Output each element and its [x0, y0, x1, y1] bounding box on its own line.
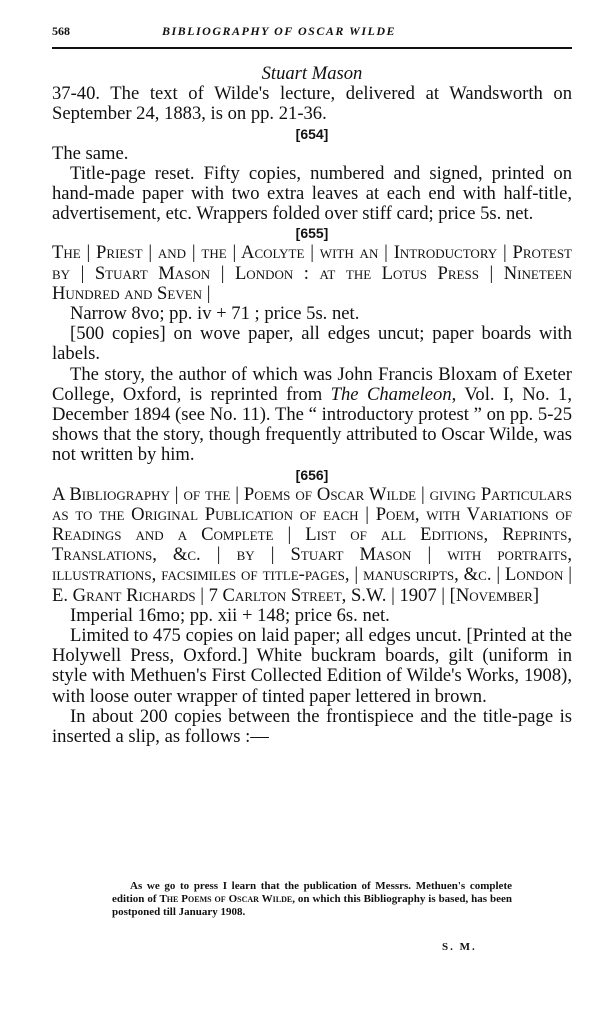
story-text-b: , Vol. I, No. 1, December 1894 (see No. 11). The “ introductory protest ” on pp. 5-25 shows that the story, though frequently attributed to Oscar Wilde, was not written by him. [52, 383, 572, 466]
entry-655-story [52, 365, 572, 466]
note-text-b: , on which this Bibliography is based, has been postponed till January 1908. [112, 893, 512, 918]
page-body [52, 64, 572, 747]
author-heading: Stuart Mason [261, 63, 363, 84]
inserted-slip-note [112, 880, 512, 919]
entry-656-slip-intro: In about 200 copies between the frontispiece and the title-page is inserted a slip, as follows :— [52, 705, 572, 748]
entry-654-description: Title-page reset. Fifty copies, numbered and signed, printed on hand-made paper with two extra leaves at each end with half-title, advertisement, etc. Wrappers folded over stiff card; price 5s. net. [52, 162, 572, 225]
page-number: 568 [52, 24, 70, 38]
entry-654-line1: The same. [52, 142, 129, 164]
running-title: BIBLIOGRAPHY OF OSCAR WILDE [162, 24, 396, 38]
story-text-a: The story, the author of which was John Francis Bloxam of Exeter College, Oxford, is reprinted from [52, 363, 572, 405]
entry-655-copies: [500 copies] on wove paper, all edges uncut; paper boards with labels. [52, 323, 572, 365]
paragraph-37-40: 37-40. The text of Wilde's lecture, delivered at Wandsworth on September 24, 1883, is on pp. 21-36. [52, 83, 572, 125]
story-italic-title: The Chameleon [330, 383, 452, 405]
entry-number-654: [654] [295, 125, 329, 142]
entry-656-format: Imperial 16mo; pp. xii + 148; price 6s. net. [70, 604, 390, 626]
entry-number-655: [655] [295, 225, 329, 242]
entry-656-title: A Bibliography | of the | Poems of Oscar Wilde | giving Particulars as to the Original Publication of each | Poem, with Variations of Readings and a Complete | List of all Editions, Reprints, Translations, &c. | by | Stuart Mason | with portraits, illustrations, facsimiles of title-pages, | manuscripts, &c. | London | E. Grant Richards | 7 Carlton Street, S.W. | 1907 | [November] [52, 483, 572, 606]
note-text [112, 880, 512, 919]
entry-656-limited: Limited to 475 copies on laid paper; all edges uncut. [Printed at the Holywell Press, Oxford.] White buckram boards, gilt (uniform in style with Methuen's First Collected Edition of Wilde's Works, 1908), with loose outer wrapper of tinted paper lettered in brown. [52, 625, 572, 707]
note-signature: S. M. [442, 941, 477, 953]
entry-655-format: Narrow 8vo; pp. iv + 71 ; price 5s. net. [70, 303, 360, 325]
note-small-caps-title: The Poems of Oscar Wilde [159, 893, 293, 905]
note-text-a: As we go to press I learn that the publication of Messrs. Methuen's complete edition of [112, 880, 512, 905]
entry-655-title: The | Priest | and | the | Acolyte | with an | Introductory | Protest by | Stuart Mason | London : at the Lotus Press | Nineteen Hundred and Seven | [52, 242, 572, 304]
entry-number-656: [656] [295, 466, 329, 483]
header-rule [52, 47, 572, 49]
